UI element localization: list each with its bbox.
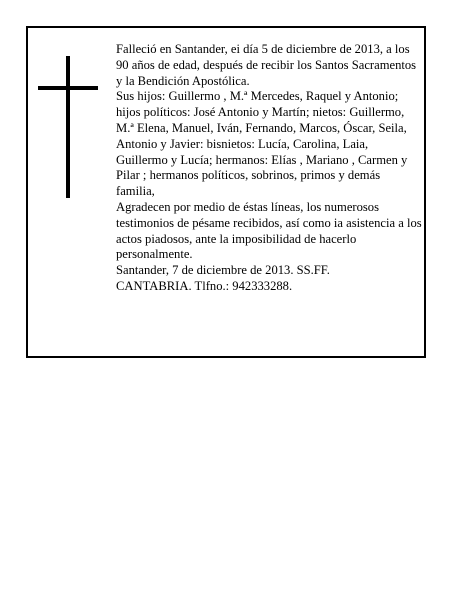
death-announcement: Falleció en Santander, ei día 5 de diciembre de 2013, a los 90 años de edad, después de recibir los Santos Sacramentos y la Bendición Apostólica.	[116, 42, 417, 88]
place-and-date: Santander, 7 de diciembre de 2013. SS.FF.	[116, 263, 330, 278]
obituary-notice	[26, 26, 426, 358]
notice-text	[116, 42, 422, 295]
funeral-home-contact: CANTABRIA. Tlfno.: 942333288.	[116, 278, 293, 293]
cross-horizontal-bar	[38, 86, 98, 90]
cross-vertical-bar	[66, 56, 70, 198]
cross-icon	[38, 56, 98, 198]
family-members: Sus hijos: Guillermo , M.ª Mercedes, Raquel y Antonio; hijos políticos: José Antonio y Martín; nietos: Guillermo, M.ª Elena, Manuel, Iván, Fernando, Marcos, Óscar, Seila, Antonio y Javier: bisnietos: Lucía, Carolina, Laia, Guillermo y Lucía; hermanos: Elías , Mariano , Carmen y Pilar ; hermanos políticos, sobrinos, primos y demás familia,	[116, 89, 408, 199]
acknowledgement: Agradecen por medio de éstas líneas, los numerosos testimonios de pésame recibidos, así como ia asistencia a los actos piadosos, ante la imposibilidad de hacerlo personalmente.	[116, 199, 422, 262]
